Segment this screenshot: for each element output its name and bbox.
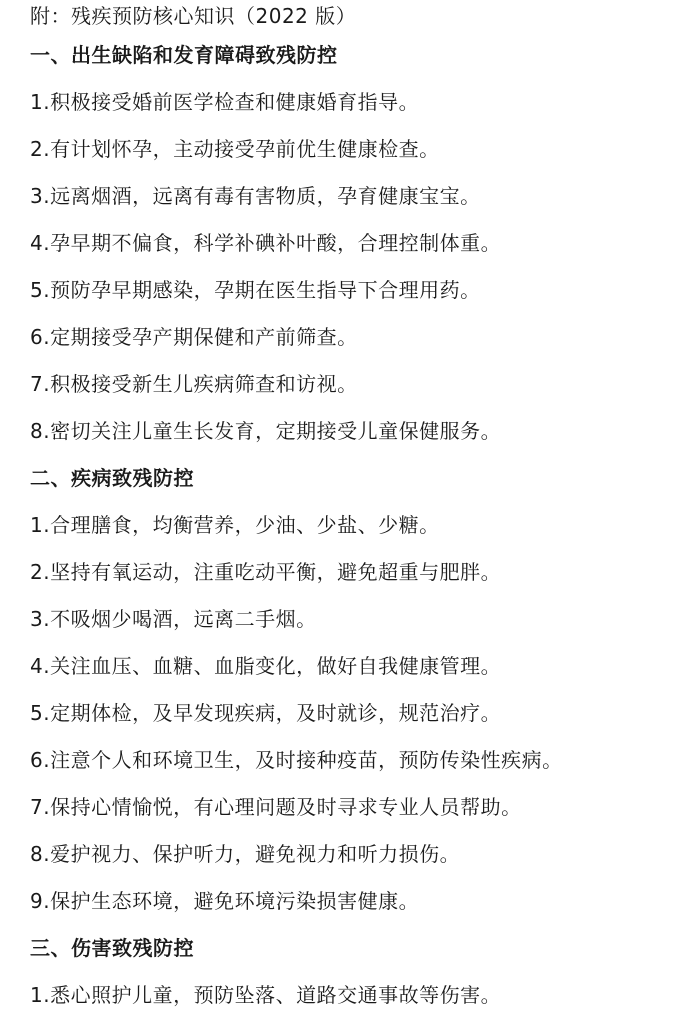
- section-heading: 三、伤害致残防控: [30, 936, 194, 960]
- list-item: 1.悉心照护儿童，预防坠落、道路交通事故等伤害。: [30, 983, 502, 1007]
- document: [30, 0, 675, 1019]
- document-title: 附：残疾预防核心知识（2022 版）: [30, 4, 357, 28]
- list-item: 2.有计划怀孕，主动接受孕前优生健康检查。: [30, 137, 440, 161]
- section-heading: 一、出生缺陷和发育障碍致残防控: [30, 43, 338, 67]
- list-item: 3.远离烟酒，远离有毒有害物质，孕育健康宝宝。: [30, 184, 481, 208]
- section-heading: 二、疾病致残防控: [30, 466, 194, 490]
- list-item: 5.预防孕早期感染，孕期在医生指导下合理用药。: [30, 278, 481, 302]
- list-item: 8.密切关注儿童生长发育，定期接受儿童保健服务。: [30, 419, 502, 443]
- list-item: 9.保护生态环境，避免环境污染损害健康。: [30, 889, 420, 913]
- list-item: 4.关注血压、血糖、血脂变化，做好自我健康管理。: [30, 654, 502, 678]
- list-item: 5.定期体检，及早发现疾病，及时就诊，规范治疗。: [30, 701, 502, 725]
- list-item: 6.定期接受孕产期保健和产前筛查。: [30, 325, 358, 349]
- section-birth-defects: [30, 32, 675, 455]
- list-item: 7.保持心情愉悦，有心理问题及时寻求专业人员帮助。: [30, 795, 522, 819]
- section-injury: [30, 925, 675, 1019]
- list-item: 4.孕早期不偏食，科学补碘补叶酸，合理控制体重。: [30, 231, 502, 255]
- list-item: 1.积极接受婚前医学检查和健康婚育指导。: [30, 90, 420, 114]
- list-item: 7.积极接受新生儿疾病筛查和访视。: [30, 372, 358, 396]
- section-disease: [30, 455, 675, 925]
- list-item: 1.合理膳食，均衡营养，少油、少盐、少糖。: [30, 513, 440, 537]
- list-item: 3.不吸烟少喝酒，远离二手烟。: [30, 607, 317, 631]
- list-item: 2.坚持有氧运动，注重吃动平衡，避免超重与肥胖。: [30, 560, 502, 584]
- list-item: 6.注意个人和环境卫生，及时接种疫苗，预防传染性疾病。: [30, 748, 563, 772]
- list-item: 8.爱护视力、保护听力，避免视力和听力损伤。: [30, 842, 461, 866]
